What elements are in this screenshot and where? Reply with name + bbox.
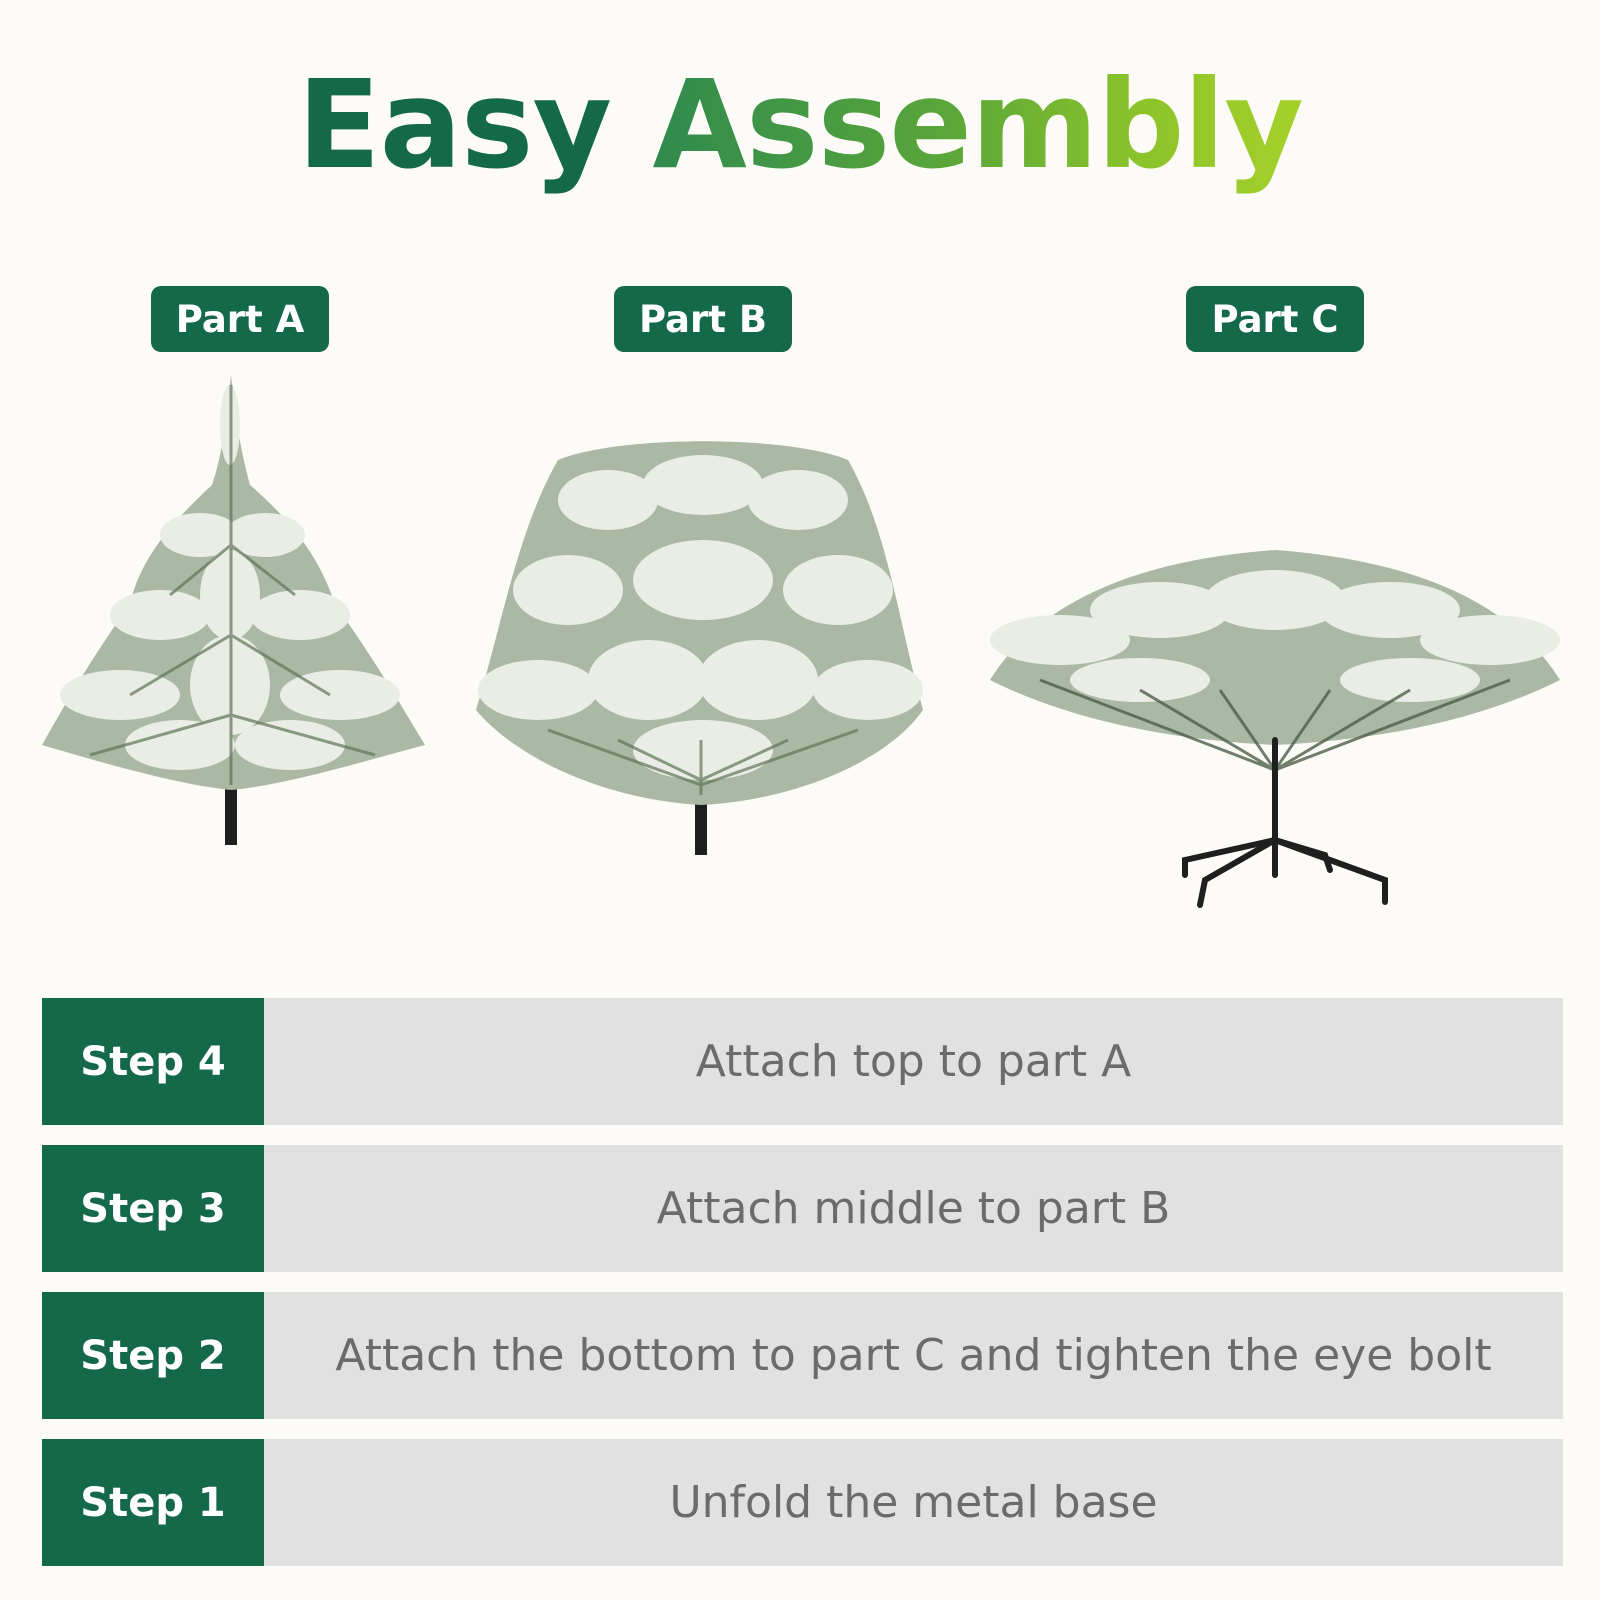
step-row: [42, 1292, 1563, 1419]
title-word-easy: Easy: [297, 54, 612, 196]
tree-middle-section-image: [468, 440, 938, 870]
tree-bottom-section-with-base-image: [980, 540, 1570, 920]
tree-top-section-image: [30, 365, 440, 865]
part-a-label: Part A: [151, 286, 329, 352]
page-title: [0, 52, 1600, 198]
part-b-label: Part B: [614, 286, 792, 352]
step-row: [42, 1439, 1563, 1566]
step-number: Step 4: [42, 998, 264, 1125]
title-word-assembly: Assembly: [652, 54, 1303, 196]
step-instruction: Unfold the metal base: [669, 1477, 1158, 1528]
step-row: [42, 998, 1563, 1125]
step-instruction: Attach the bottom to part C and tighten the eye bolt: [335, 1330, 1492, 1381]
step-row: [42, 1145, 1563, 1272]
step-number: Step 1: [42, 1439, 264, 1566]
step-instruction: Attach top to part A: [695, 1036, 1132, 1087]
step-number: Step 3: [42, 1145, 264, 1272]
step-number: Step 2: [42, 1292, 264, 1419]
step-instruction: Attach middle to part B: [656, 1183, 1171, 1234]
part-c-label: Part C: [1186, 286, 1364, 352]
assembly-steps: [42, 998, 1563, 1586]
